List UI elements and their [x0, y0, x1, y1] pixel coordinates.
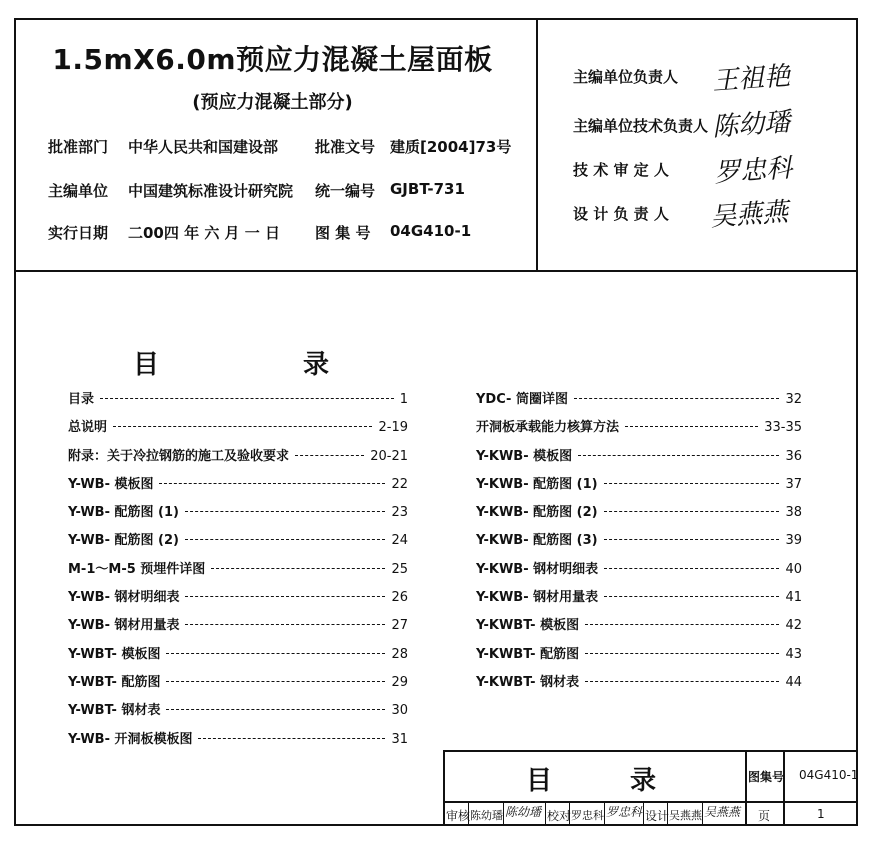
toc-item-page: 26	[391, 590, 408, 606]
toc-leader	[604, 483, 780, 484]
toc-item	[68, 671, 408, 699]
signature-label-technical-reviewer: 技 术 审 定 人	[573, 161, 669, 179]
toc-item	[476, 501, 802, 529]
approval-dept-label: 批准部门	[48, 138, 109, 156]
toc-leader	[578, 455, 779, 456]
toc-item	[68, 586, 408, 614]
toc-leader	[211, 568, 385, 569]
toc-leader	[625, 426, 758, 427]
toc-leader	[100, 398, 394, 399]
toc-item-title: Y-WB- 配筋图 (1)	[68, 505, 179, 521]
toc-item	[476, 529, 802, 557]
toc-leader	[113, 426, 372, 427]
toc-item	[68, 501, 408, 529]
toc-item-page: 40	[785, 561, 802, 577]
approval-doc-value: 建质[2004]73号	[390, 138, 512, 156]
toc-item-page: 36	[785, 448, 802, 464]
page-value: 1	[817, 807, 825, 821]
toc-item-page: 24	[391, 533, 408, 549]
toc-leader	[185, 596, 385, 597]
toc-item-title: Y-KWBT- 模板图	[476, 618, 580, 634]
review-label: 审核	[446, 809, 471, 823]
design-label: 设计	[645, 809, 670, 823]
toc-heading-right: 录	[303, 350, 330, 380]
toc-item-title: Y-KWB- 钢材明细表	[476, 561, 599, 577]
check-label: 校对	[547, 809, 572, 823]
toc-item-title: Y-WBT- 钢材表	[68, 703, 161, 719]
toc-leader	[574, 398, 779, 399]
toc-item	[68, 643, 408, 671]
check-name: 罗忠科	[571, 809, 604, 822]
toc-item	[68, 728, 408, 756]
review-name: 陈幼璠	[470, 809, 503, 822]
unified-number-value: GJBT-731	[390, 180, 465, 198]
toc-item-title: M-1～M-5 预埋件详图	[68, 561, 206, 577]
toc-item	[68, 445, 408, 473]
toc-item-page: 20-21	[370, 448, 408, 464]
toc-leader	[585, 624, 779, 625]
toc-item	[476, 388, 802, 416]
toc-item-page: 25	[391, 561, 408, 577]
toc-item-title: Y-WB- 配筋图 (2)	[68, 533, 179, 549]
toc-item-page: 43	[785, 646, 802, 662]
toc-left-column	[68, 388, 408, 756]
toc-heading-left: 目	[133, 350, 160, 380]
toc-item-page: 23	[391, 505, 408, 521]
editor-unit-label: 主编单位	[48, 182, 109, 200]
toc-item-title: 开洞板承载能力核算方法	[476, 420, 620, 436]
signature-technical-reviewer: 罗忠科	[713, 153, 794, 189]
unified-number-label: 统一编号	[315, 182, 376, 200]
toc-item-page: 42	[785, 618, 802, 634]
toc-item	[476, 671, 802, 699]
editor-unit-value: 中国建筑标准设计研究院	[128, 182, 294, 200]
toc-leader	[295, 455, 364, 456]
toc-item	[68, 558, 408, 586]
toc-item-title: Y-WB- 钢材明细表	[68, 590, 180, 606]
atlas-number-label: 图 集 号	[315, 224, 371, 242]
toc-leader	[185, 539, 386, 540]
toc-item	[68, 699, 408, 727]
signature-label-design-lead: 设 计 负 责 人	[573, 205, 669, 223]
header-vertical-divider	[536, 18, 538, 271]
toc-item-title: 目录	[68, 392, 95, 407]
toc-item-page: 30	[391, 703, 408, 719]
toc-leader	[604, 511, 780, 512]
signature-label-technical-director: 主编单位技术负责人	[573, 117, 709, 135]
toc-item-title: Y-KWB- 配筋图 (1)	[476, 476, 598, 492]
toc-item	[476, 558, 802, 586]
toc-item	[68, 529, 408, 557]
signature-design-lead: 吴燕燕	[709, 197, 790, 233]
title-block-name-right: 录	[630, 766, 657, 796]
toc-item-title: Y-WBT- 配筋图	[68, 674, 161, 690]
toc-item-page: 28	[391, 646, 408, 662]
review-signature: 陈幼璠	[505, 805, 542, 819]
approval-dept-value: 中华人民共和国建设部	[128, 138, 279, 156]
toc-leader	[166, 709, 385, 710]
title-block-atlas-label: 图集号	[748, 770, 785, 784]
signature-technical-director: 陈幼璠	[711, 107, 792, 143]
toc-leader	[604, 568, 779, 569]
toc-item	[476, 473, 802, 501]
toc-item-page: 41	[785, 590, 802, 606]
toc-item-title: Y-KWBT- 配筋图	[476, 646, 580, 662]
toc-item-page: 39	[785, 533, 802, 549]
toc-item-title: Y-KWB- 钢材用量表	[476, 590, 599, 606]
atlas-title: 1.5mX6.0m预应力混凝土屋面板	[52, 43, 493, 76]
toc-item-title: Y-WB- 开洞板模板图	[68, 731, 193, 747]
title-block-atlas-value: 04G410-1	[799, 768, 859, 782]
toc-item-title: Y-WB- 模板图	[68, 476, 154, 492]
toc-item-page: 1	[399, 392, 408, 407]
toc-leader	[198, 738, 385, 739]
toc-item-title: Y-KWB- 模板图	[476, 448, 573, 464]
title-block-name-left: 目	[526, 766, 553, 796]
toc-item-title: Y-WBT- 模板图	[68, 646, 161, 662]
toc-item	[476, 445, 802, 473]
toc-leader	[604, 539, 780, 540]
toc-item-page: 44	[785, 674, 802, 690]
toc-item-title: 附录：关于冷拉钢筋的施工及验收要求	[68, 448, 290, 464]
design-name: 吴燕燕	[669, 809, 702, 822]
effective-date-label: 实行日期	[48, 224, 109, 242]
header-divider	[14, 270, 858, 272]
toc-item-title: Y-KWB- 配筋图 (2)	[476, 505, 598, 521]
page-label: 页	[758, 809, 771, 823]
toc-leader	[185, 511, 386, 512]
check-signature: 罗忠科	[606, 805, 643, 819]
toc-item-title: Y-KWBT- 钢材表	[476, 674, 580, 690]
toc-item	[476, 614, 802, 642]
toc-item-page: 2-19	[378, 420, 408, 436]
toc-item	[68, 388, 408, 416]
toc-item-page: 31	[391, 731, 408, 747]
toc-item-page: 33-35	[764, 420, 802, 436]
toc-leader	[166, 681, 385, 682]
toc-item-title: Y-KWB- 配筋图 (3)	[476, 533, 598, 549]
toc-item-page: 37	[785, 476, 802, 492]
signature-chief-editor: 王祖艳	[711, 61, 792, 97]
toc-right-column	[476, 388, 802, 699]
toc-item	[68, 614, 408, 642]
approval-doc-label: 批准文号	[315, 138, 376, 156]
toc-item	[476, 416, 802, 444]
toc-leader	[159, 483, 385, 484]
toc-item-title: YDC- 筒圈详图	[476, 392, 568, 407]
toc-leader	[185, 624, 385, 625]
toc-item-page: 22	[391, 476, 408, 492]
toc-item	[476, 586, 802, 614]
toc-item	[68, 416, 408, 444]
effective-date-value: 二00四 年 六 月 一 日	[128, 224, 280, 242]
toc-item-title: Y-WB- 钢材用量表	[68, 618, 180, 634]
atlas-number-value: 04G410-1	[390, 222, 472, 240]
toc-item-page: 38	[785, 505, 802, 521]
toc-item-page: 27	[391, 618, 408, 634]
toc-item-page: 32	[785, 392, 802, 407]
toc-leader	[585, 653, 779, 654]
toc-item-page: 29	[391, 674, 408, 690]
design-signature: 吴燕燕	[704, 805, 741, 819]
toc-item	[68, 473, 408, 501]
atlas-subtitle: (预应力混凝土部分)	[192, 92, 353, 113]
toc-leader	[604, 596, 779, 597]
toc-leader	[585, 681, 779, 682]
toc-item	[476, 643, 802, 671]
toc-leader	[166, 653, 385, 654]
toc-item-title: 总说明	[68, 420, 108, 436]
signature-label-chief-editor: 主编单位负责人	[573, 68, 679, 86]
